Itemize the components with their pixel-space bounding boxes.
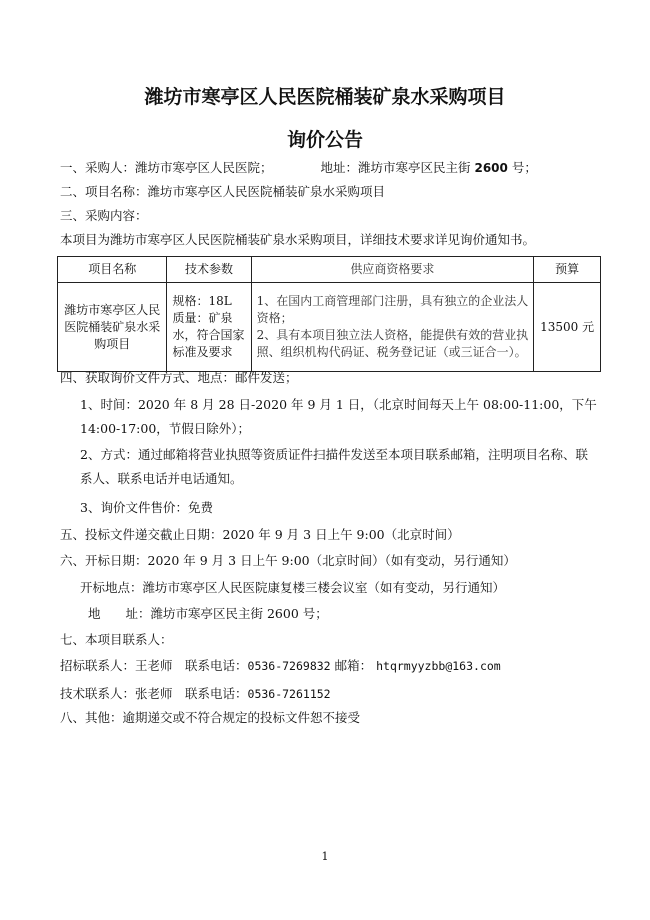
qualification-2: 2、具有本项目独立法人资格，能提供有效的营业执照、组织机构代码证、税务登记证（或三证合一）。	[256, 328, 529, 359]
contact-technical-phone: 0536-7261152	[247, 687, 331, 701]
header-project-name: 项目名称	[58, 257, 167, 283]
opening-venue: 开标地点：潍坊市寒亭区人民医院康复楼三楼会议室（如有变动，另行通知）	[80, 580, 506, 595]
project-intro: 本项目为潍坊市寒亭区人民医院桶装矿泉水采购项目，详细技术要求详见询价通知书。	[60, 232, 536, 247]
contact-bidding-email[interactable]: htqrmyyzbb@163.com	[376, 659, 501, 673]
contact-bidding	[60, 658, 501, 674]
project-name-line: 二、项目名称：潍坊市寒亭区人民医院桶装矿泉水采购项目	[60, 184, 386, 199]
purchaser-line	[60, 160, 537, 176]
contact-technical-label: 技术联系人：张老师 联系电话：	[60, 686, 248, 701]
cell-qualification	[251, 283, 534, 372]
contact-bidding-phone: 0536-7269832	[247, 659, 331, 673]
procurement-content-heading: 三、采购内容：	[60, 208, 148, 223]
table-row	[58, 283, 601, 372]
contact-bidding-email-label: 邮箱：	[334, 658, 373, 673]
document-subtitle: 询价公告	[286, 129, 363, 151]
header-budget: 预算	[534, 257, 601, 283]
section-7-heading: 七、本项目联系人：	[60, 632, 173, 647]
qualification-1: 1、在国内工商管理部门注册，具有独立的企业法人资格；	[256, 294, 529, 325]
section-4-heading: 四、获取询价文件方式、地点：邮件发送；	[60, 370, 298, 385]
requirements-table	[57, 256, 601, 372]
cell-budget: 13500 元	[534, 283, 601, 372]
table-header-row	[58, 257, 601, 283]
item-1-time	[60, 393, 600, 441]
cell-project-name: 潍坊市寒亭区人民医院桶装矿泉水采购项目	[58, 283, 167, 372]
page-number: 1	[321, 850, 329, 863]
section-5-deadline: 五、投标文件递交截止日期：2020 年 9 月 3 日上午 9:00（北京时间）	[60, 527, 460, 542]
item-3-price: 3、询价文件售价：免费	[80, 500, 213, 515]
cell-spec: 规格：18L 质量：矿泉水，符合国家标准及要求	[167, 283, 251, 372]
opening-address: 地 址：潍坊市寒亭区民主街 2600 号；	[88, 606, 328, 621]
address-prefix: 地址：潍坊市寒亭区民主街	[320, 160, 471, 175]
section-8-other: 八、其他：逾期递交或不符合规定的投标文件恕不接受	[60, 710, 361, 725]
contact-technical	[60, 686, 331, 702]
document-title: 潍坊市寒亭区人民医院桶装矿泉水采购项目	[144, 86, 506, 108]
purchaser-address	[320, 160, 536, 175]
purchaser-label: 一、采购人：潍坊市寒亭区人民医院；	[60, 160, 273, 175]
header-qualification: 供应商资格要求	[251, 257, 534, 283]
item-2-text: 2、方式：通过邮箱将营业执照等资质证件扫描件发送至本项目联系邮箱，注明项目名称、联系人、联系电话并电话通知。	[80, 447, 588, 486]
item-1-text: 1、时间：2020 年 8 月 28 日-2020 年 9 月 1 日，（北京时间每天上午 08:00-11:00，下午 14:00-17:00，节假日除外）；	[80, 397, 597, 436]
contact-bidding-label: 招标联系人：王老师 联系电话：	[60, 658, 248, 673]
header-spec: 技术参数	[167, 257, 251, 283]
item-2-method	[60, 443, 600, 491]
address-suffix: 号；	[511, 160, 537, 175]
section-6-opening-date: 六、开标日期：2020 年 9 月 3 日上午 9:00（北京时间）（如有变动，另行通知）	[60, 553, 516, 568]
address-number: 2600	[474, 161, 508, 175]
